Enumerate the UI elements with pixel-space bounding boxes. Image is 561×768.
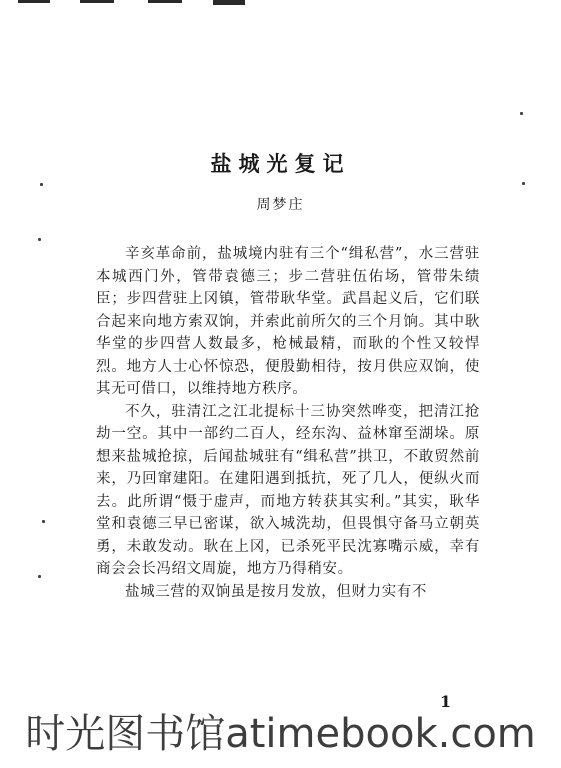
scan-speck <box>40 183 43 186</box>
page-number: 1 <box>440 692 452 711</box>
scan-mark <box>148 0 182 3</box>
author-name: 周梦庄 <box>256 197 305 213</box>
scan-mark <box>80 0 114 3</box>
paragraph: 辛亥革命前，盐城境内驻有三个“缉私营”，水三营驻本城西门外，管带袁德三；步二营驻伍佑场，管带朱绩臣；步四营驻上冈镇，管带耿华堂。武昌起义后，它们联合起来向地方索双饷，并索此前所欠的三个月饷。其中耿华堂的步四营人数最多，枪械最精，而耿的个性又较悍烈。地方人士心怀惊恐，便殷勤相待，按月供应双饷，使其无可借口，以维持地方秩序。 <box>96 246 480 397</box>
scan-edge-marks <box>0 0 561 8</box>
scan-speck <box>520 112 523 115</box>
paragraph: 盐城三营的双饷虽是按月发放，但财力实有不 <box>125 583 427 600</box>
body-text <box>96 243 480 603</box>
scan-mark <box>213 0 245 5</box>
page-title: 盐城光复记 <box>210 151 351 176</box>
paragraph: 不久，驻清江之江北提标十三协突然哗变，把清江抢劫一空。其中一部约二百人，经东沟、益林窜至湖垛。原想来盐城抢掠，后闻盐城驻有“缉私营”拱卫，不敢贸然前来，乃回窜建阳。在建阳遇到抵抗，死了几人，便纵火而去。此所谓“慑于虚声，而地方转获其实利。”其实，耿华堂和袁德三早已密谋，欲入城洗劫，但畏惧守备马立朝英勇，未敢发动。耿在上冈，已杀死平民沈寡嘴示威，幸有商会会长冯绍文周旋，地方乃得稍安。 <box>96 403 480 577</box>
scan-speck <box>38 575 41 578</box>
scan-speck <box>522 182 525 185</box>
scan-mark <box>18 0 50 3</box>
watermark: 时光图书馆atimebook.com <box>25 711 536 757</box>
scan-speck <box>38 238 41 241</box>
scan-speck <box>42 520 45 523</box>
